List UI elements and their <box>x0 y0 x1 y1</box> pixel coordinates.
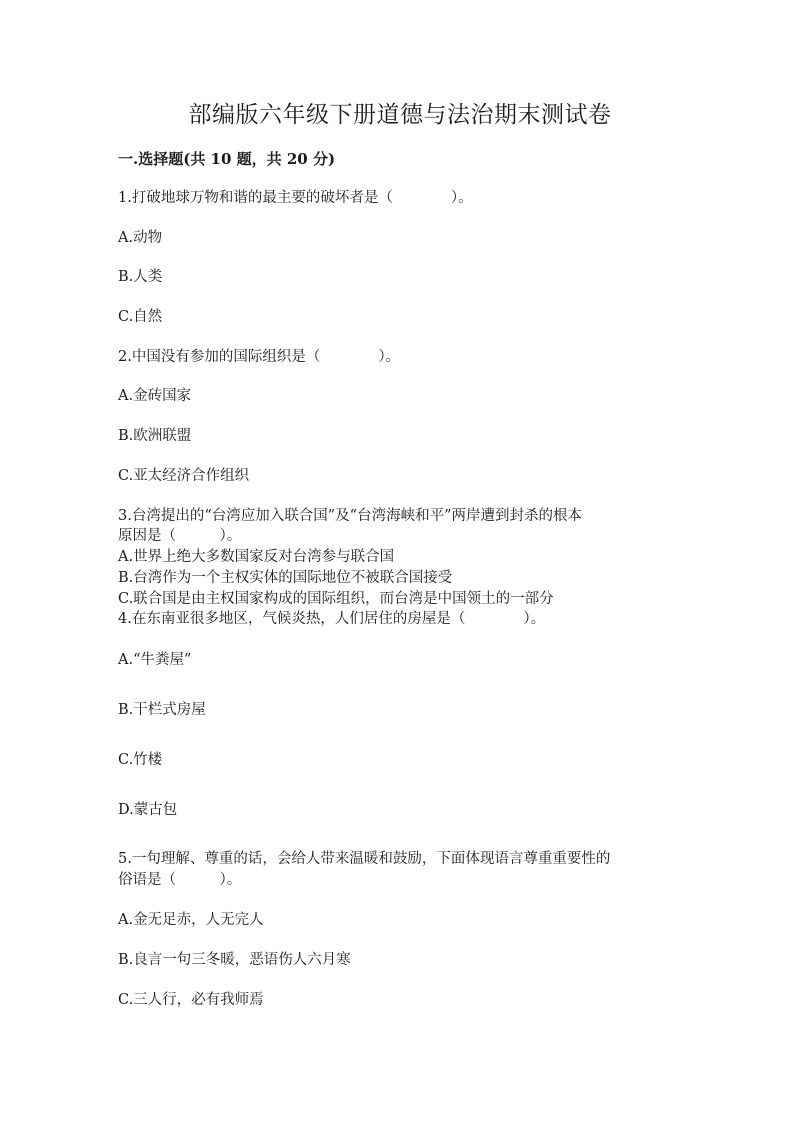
question-1-stem: 1.打破地球万物和谐的最主要的破坏者是（ ）。 <box>118 190 473 206</box>
question-5-option-c: C.三人行，必有我师焉 <box>118 992 264 1008</box>
question-2-option-a: A.金砖国家 <box>118 388 192 404</box>
question-1-option-b: B.人类 <box>118 269 163 285</box>
question-4-option-c: C.竹楼 <box>118 752 163 768</box>
question-3-option-c: C.联合国是由主权国家构成的国际组织，而台湾是中国领土的一部分 <box>118 591 554 607</box>
question-2-stem: 2.中国没有参加的国际组织是（ ）。 <box>118 349 401 365</box>
question-3-option-a: A.世界上绝大多数国家反对台湾参与联合国 <box>118 549 395 565</box>
question-5-option-b: B.良言一句三冬暖，恶语伤人六月寒 <box>118 952 351 968</box>
question-4-option-d: D.蒙古包 <box>118 802 178 818</box>
question-5-stem-line-2: 俗语是（ ）。 <box>118 872 242 888</box>
question-5-stem-line-1: 5.一句理解、尊重的话，会给人带来温暖和鼓励，下面体现语言尊重重要性的 <box>118 851 611 867</box>
question-2-option-b: B.欧洲联盟 <box>118 428 192 444</box>
question-4-option-b: B.干栏式房屋 <box>118 702 206 718</box>
page-title: 部编版六年级下册道德与法治期末测试卷 <box>188 102 612 128</box>
question-1-option-a: A.动物 <box>118 230 163 246</box>
question-1-option-c: C.自然 <box>118 309 163 325</box>
question-3-stem-line-2: 原因是（ ）。 <box>118 528 242 544</box>
question-4-stem: 4.在东南亚很多地区，气候炎热，人们居住的房屋是（ ）。 <box>118 611 546 627</box>
question-3-option-b: B.台湾作为一个主权实体的国际地位不被联合国接受 <box>118 570 453 586</box>
section-heading: 一.选择题(共 10 题，共 20 分) <box>118 150 336 168</box>
question-3-stem-line-1: 3.台湾提出的“台湾应加入联合国”及“台湾海峡和平”两岸遭到封杀的根本 <box>118 508 582 524</box>
question-5-option-a: A.金无足赤，人无完人 <box>118 912 264 928</box>
question-2-option-c: C.亚太经济合作组织 <box>118 468 250 484</box>
question-4-option-a: A.“牛粪屋” <box>118 652 192 668</box>
